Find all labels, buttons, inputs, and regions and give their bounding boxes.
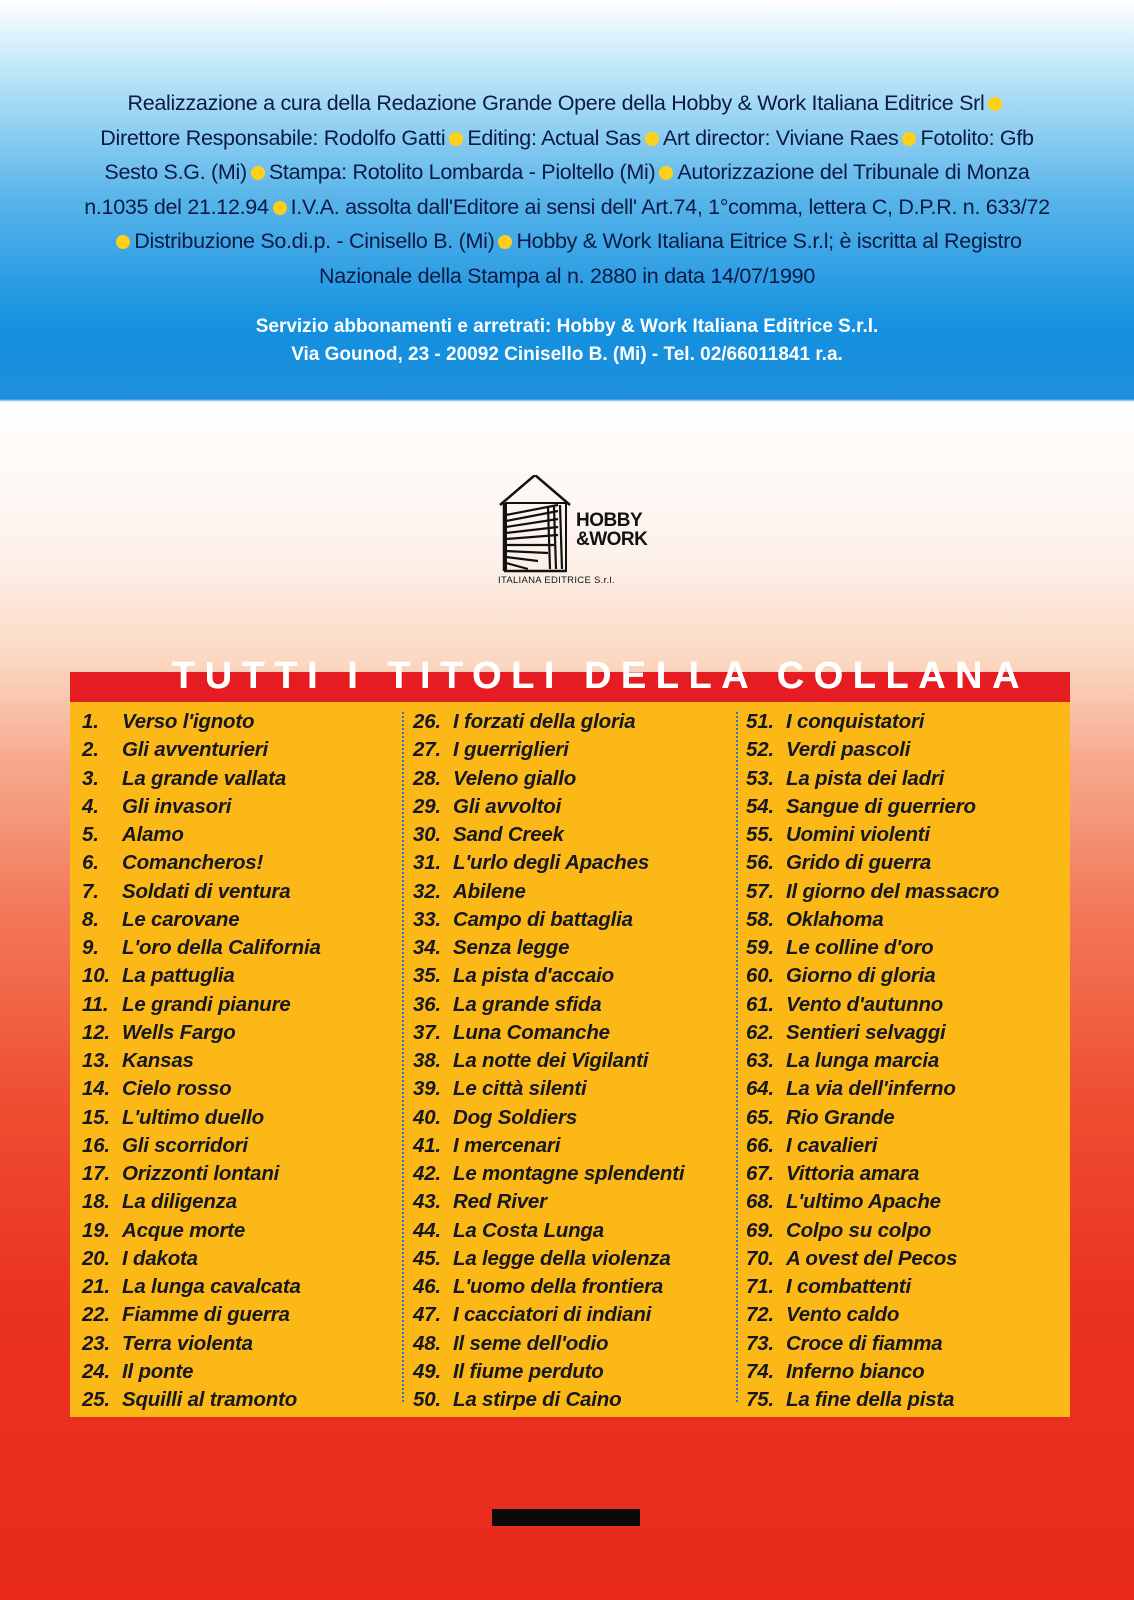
list-item — [413, 1104, 735, 1132]
title-number: 68. — [746, 1190, 774, 1214]
title-number: 47. — [413, 1303, 441, 1327]
list-item — [413, 1075, 735, 1103]
title-number: 71. — [746, 1275, 774, 1298]
list-item — [82, 1047, 404, 1075]
title-name: Le grandi pianure — [122, 992, 291, 1016]
list-item — [413, 1301, 735, 1329]
title-name: La fine della pista — [786, 1388, 955, 1411]
logo-line: &WORK — [576, 529, 648, 550]
title-number: 9. — [82, 936, 99, 959]
title-name: L'ultimo duello — [122, 1105, 264, 1129]
logo-line: HOBBY — [576, 510, 643, 531]
list-item — [413, 1245, 735, 1273]
title-number: 39. — [413, 1077, 441, 1101]
title-name: Croce di fiamma — [786, 1331, 943, 1355]
list-item — [746, 1075, 1068, 1103]
title-number: 38. — [413, 1049, 441, 1072]
title-number: 19. — [82, 1218, 110, 1242]
list-item — [746, 821, 1068, 849]
title-name: Dog Soldiers — [453, 1105, 578, 1129]
title-name: Kansas — [122, 1049, 194, 1072]
title-number: 8. — [82, 907, 99, 931]
list-item — [82, 991, 404, 1019]
title-name: Le colline d'oro — [786, 936, 934, 959]
bullet-dot-icon — [659, 166, 673, 180]
title-number: 2. — [82, 738, 99, 762]
title-name: La lunga marcia — [786, 1049, 940, 1072]
title-name: Il seme dell'odio — [453, 1331, 609, 1355]
list-item — [413, 1358, 735, 1386]
bullet-dot-icon — [273, 201, 287, 215]
title-number: 1. — [82, 710, 99, 733]
title-name: Veleno giallo — [453, 766, 577, 790]
bullet-dot-icon — [449, 132, 463, 146]
bullet-dot-icon — [902, 132, 916, 146]
title-number: 52. — [746, 738, 774, 762]
title-name: La legge della violenza — [453, 1246, 671, 1270]
credit-text: Autorizzazione del Tribunale di Monza n.1035 del 21.12.94 — [84, 160, 1030, 219]
title-number: 23. — [82, 1331, 110, 1355]
title-number: 72. — [746, 1303, 774, 1327]
list-item — [746, 736, 1068, 764]
list-item — [82, 849, 404, 877]
title-number: 44. — [413, 1218, 441, 1242]
title-name: Soldati di ventura — [122, 879, 291, 903]
list-item — [746, 1132, 1068, 1160]
title-number: 17. — [82, 1162, 110, 1185]
title-name: Il ponte — [122, 1359, 194, 1383]
list-item — [82, 1019, 404, 1047]
title-name: A ovest del Pecos — [786, 1246, 958, 1270]
credit-text: Stampa: Rotolito Lombarda - Pioltello (Mi) — [268, 160, 656, 185]
title-name: Le montagne splendenti — [453, 1162, 685, 1185]
list-item — [746, 1047, 1068, 1075]
list-item — [82, 1386, 404, 1414]
title-name: Vittoria amara — [786, 1162, 920, 1185]
list-item — [746, 1160, 1068, 1188]
list-item — [413, 1273, 735, 1301]
bullet-dot-icon — [116, 235, 130, 249]
title-name: Abilene — [453, 879, 526, 903]
list-item — [82, 1075, 404, 1103]
title-number: 58. — [746, 907, 774, 931]
credit-text: Editing: Actual Sas — [467, 125, 641, 150]
title-number: 32. — [413, 879, 441, 903]
credit-text: Distribuzione So.di.p. - Cinisello B. (Mi) — [134, 229, 495, 254]
title-name: L'uomo della frontiera — [453, 1275, 664, 1298]
title-number: 16. — [82, 1133, 110, 1157]
list-item — [82, 1245, 404, 1273]
list-item — [413, 991, 735, 1019]
list-item — [413, 765, 735, 793]
title-number: 5. — [82, 823, 99, 846]
title-name: I cavalieri — [786, 1133, 878, 1157]
title-number: 62. — [746, 1020, 774, 1044]
title-name: Campo di battaglia — [453, 907, 633, 931]
list-item — [413, 1019, 735, 1047]
titles-column-2 — [413, 708, 735, 1411]
title-number: 27. — [413, 738, 441, 762]
credit-text: Direttore Responsabile: Rodolfo Gatti — [100, 125, 446, 150]
title-name: La pattuglia — [122, 964, 235, 988]
list-item — [82, 1104, 404, 1132]
title-number: 7. — [82, 879, 99, 903]
column-divider — [402, 712, 404, 1402]
title-name: Sand Creek — [453, 823, 564, 846]
titles-column-3 — [746, 708, 1068, 1411]
list-item — [82, 1330, 404, 1358]
title-name: Inferno bianco — [786, 1359, 925, 1383]
list-item — [746, 1217, 1068, 1245]
title-number: 63. — [746, 1049, 774, 1072]
title-name: I guerriglieri — [453, 738, 569, 762]
list-item — [82, 934, 404, 962]
title-name: La Costa Lunga — [453, 1218, 604, 1242]
list-item — [746, 991, 1068, 1019]
title-number: 55. — [746, 823, 774, 846]
title-number: 34. — [413, 936, 441, 959]
title-number: 22. — [82, 1303, 110, 1327]
title-number: 11. — [82, 992, 109, 1016]
title-number: 13. — [82, 1049, 110, 1072]
title-name: Gli scorridori — [122, 1133, 248, 1157]
title-name: La pista dei ladri — [786, 766, 945, 790]
list-item — [413, 962, 735, 990]
title-name: Oklahoma — [786, 907, 884, 931]
title-number: 66. — [746, 1133, 774, 1157]
title-number: 41. — [413, 1133, 441, 1157]
list-item — [82, 878, 404, 906]
title-name: I conquistatori — [786, 710, 925, 733]
title-number: 30. — [413, 823, 441, 846]
title-number: 42. — [413, 1162, 441, 1185]
title-number: 60. — [746, 964, 774, 988]
list-item — [82, 1358, 404, 1386]
list-item — [82, 1273, 404, 1301]
list-item — [82, 765, 404, 793]
title-name: Le città silenti — [453, 1077, 587, 1101]
title-name: Sentieri selvaggi — [786, 1020, 946, 1044]
list-item — [746, 1245, 1068, 1273]
title-name: La via dell'inferno — [786, 1077, 956, 1101]
title-number: 20. — [82, 1246, 110, 1270]
title-name: La grande sfida — [453, 992, 602, 1016]
title-number: 33. — [413, 907, 441, 931]
title-number: 31. — [413, 851, 441, 875]
title-number: 54. — [746, 794, 774, 818]
bullet-dot-icon — [498, 235, 512, 249]
list-item — [746, 1104, 1068, 1132]
title-name: L'ultimo Apache — [786, 1190, 941, 1214]
list-item — [82, 821, 404, 849]
list-item — [746, 1330, 1068, 1358]
title-name: Gli invasori — [122, 794, 232, 818]
title-number: 56. — [746, 851, 774, 875]
title-name: Giorno di gloria — [786, 964, 936, 988]
title-number: 48. — [413, 1331, 441, 1355]
title-number: 24. — [82, 1359, 110, 1383]
title-number: 4. — [82, 794, 99, 818]
title-name: Uomini violenti — [786, 823, 930, 846]
list-item — [82, 736, 404, 764]
title-name: Terra violenta — [122, 1331, 253, 1355]
title-name: Fiamme di guerra — [122, 1303, 290, 1327]
banner-heading: TUTTI I TITOLI DELLA COLLANA — [172, 655, 1030, 697]
list-item — [82, 708, 404, 736]
title-name: Luna Comanche — [453, 1020, 610, 1044]
title-name: Orizzonti lontani — [122, 1162, 280, 1185]
list-item — [413, 1160, 735, 1188]
bullet-dot-icon — [988, 97, 1002, 111]
title-name: L'oro della California — [122, 936, 321, 959]
title-number: 15. — [82, 1105, 110, 1129]
list-item — [82, 1217, 404, 1245]
title-name: La lunga cavalcata — [122, 1275, 301, 1298]
logo-wordmark — [576, 511, 647, 549]
title-number: 46. — [413, 1275, 441, 1298]
title-number: 59. — [746, 936, 774, 959]
title-name: La notte dei Vigilanti — [453, 1049, 649, 1072]
list-item — [82, 1160, 404, 1188]
service-address: Via Gounod, 23 - 20092 Cinisello B. (Mi) - Tel. 02/66011841 r.a. — [291, 344, 843, 365]
title-name: Alamo — [122, 823, 184, 846]
list-item — [82, 1188, 404, 1216]
column-divider — [736, 712, 738, 1402]
title-number: 10. — [82, 964, 110, 988]
house-logo-icon — [498, 475, 578, 575]
title-name: I combattenti — [786, 1275, 911, 1298]
title-number: 45. — [413, 1246, 441, 1270]
title-name: Il giorno del massacro — [786, 879, 1000, 903]
title-name: Red River — [453, 1190, 547, 1214]
bullet-dot-icon — [645, 132, 659, 146]
list-item — [413, 1386, 735, 1414]
title-name: Verso l'ignoto — [122, 710, 255, 733]
editorial-credits — [80, 86, 1054, 294]
list-item — [746, 1386, 1068, 1414]
title-name: Le carovane — [122, 907, 240, 931]
title-number: 3. — [82, 766, 99, 790]
list-item — [82, 1132, 404, 1160]
list-item — [413, 821, 735, 849]
title-name: I dakota — [122, 1246, 198, 1270]
title-name: I cacciatori di indiani — [453, 1303, 652, 1327]
title-number: 69. — [746, 1218, 774, 1242]
title-name: Rio Grande — [786, 1105, 895, 1129]
list-item — [413, 878, 735, 906]
publisher-logo — [498, 475, 658, 590]
title-name: Vento d'autunno — [786, 992, 944, 1016]
title-name: La grande vallata — [122, 766, 287, 790]
title-name: Comancheros! — [122, 851, 264, 875]
list-item — [82, 793, 404, 821]
title-number: 26. — [413, 710, 441, 733]
title-number: 29. — [413, 794, 441, 818]
list-item — [413, 934, 735, 962]
title-name: I forzati della gloria — [453, 710, 636, 733]
title-number: 65. — [746, 1105, 774, 1129]
list-item — [746, 793, 1068, 821]
service-line: Servizio abbonamenti e arretrati: Hobby & Work Italiana Editrice S.r.l. — [255, 316, 879, 337]
title-name: Colpo su colpo — [786, 1218, 932, 1242]
title-number: 74. — [746, 1359, 774, 1383]
title-name: La diligenza — [122, 1190, 237, 1214]
list-item — [82, 962, 404, 990]
title-name: Acque morte — [122, 1218, 246, 1242]
title-name: Cielo rosso — [122, 1077, 232, 1101]
list-item — [413, 1188, 735, 1216]
title-number: 70. — [746, 1246, 774, 1270]
list-item — [413, 849, 735, 877]
list-item — [746, 1019, 1068, 1047]
list-item — [746, 906, 1068, 934]
title-number: 73. — [746, 1331, 774, 1355]
credit-text: Fotolito: Gfb Sesto S.G. (Mi) — [104, 125, 1034, 185]
list-item — [746, 1273, 1068, 1301]
title-name: L'urlo degli Apaches — [453, 851, 650, 875]
credit-text: Art director: Viviane Raes — [662, 125, 899, 150]
title-name: Gli avventurieri — [122, 738, 269, 762]
title-number: 6. — [82, 851, 99, 875]
title-number: 51. — [746, 710, 774, 733]
list-item — [746, 962, 1068, 990]
title-number: 37. — [413, 1020, 441, 1044]
list-item — [82, 906, 404, 934]
title-number: 67. — [746, 1162, 774, 1185]
title-number: 12. — [82, 1020, 110, 1044]
title-number: 28. — [413, 766, 441, 790]
title-number: 18. — [82, 1190, 110, 1214]
titles-list — [70, 702, 1070, 1417]
title-name: Senza legge — [453, 936, 570, 959]
list-item — [413, 1330, 735, 1358]
list-item — [413, 736, 735, 764]
title-number: 14. — [82, 1077, 110, 1101]
title-number: 49. — [413, 1359, 441, 1383]
title-name: Vento caldo — [786, 1303, 900, 1327]
title-name: Grido di guerra — [786, 851, 932, 875]
credit-text: I.V.A. assolta dall'Editore ai sensi dell' Art.74, 1°comma, lettera C, D.P.R. n. 633/72 — [290, 194, 1050, 219]
list-item — [746, 878, 1068, 906]
title-number: 36. — [413, 992, 441, 1016]
list-item — [746, 765, 1068, 793]
list-item — [413, 1217, 735, 1245]
title-name: La pista d'accaio — [453, 964, 614, 988]
title-number: 35. — [413, 964, 441, 988]
list-item — [413, 1132, 735, 1160]
title-number: 64. — [746, 1077, 774, 1101]
title-name: Il fiume perduto — [453, 1359, 604, 1383]
title-number: 57. — [746, 879, 774, 903]
title-number: 50. — [413, 1388, 441, 1411]
title-name: Wells Fargo — [122, 1020, 236, 1044]
list-item — [746, 934, 1068, 962]
list-item — [746, 849, 1068, 877]
title-name: La stirpe di Caino — [453, 1388, 622, 1411]
list-item — [413, 793, 735, 821]
title-number: 53. — [746, 766, 774, 790]
logo-subtitle: ITALIANA EDITRICE S.r.l. — [498, 575, 615, 586]
title-name: Gli avvoltoi — [453, 794, 562, 818]
bottom-bar — [492, 1509, 640, 1526]
title-name: I mercenari — [453, 1133, 561, 1157]
list-item — [413, 906, 735, 934]
list-item — [82, 1301, 404, 1329]
title-name: Squilli al tramonto — [122, 1388, 298, 1411]
list-item — [746, 1301, 1068, 1329]
title-number: 21. — [82, 1275, 110, 1298]
title-name: Sangue di guerriero — [786, 794, 976, 818]
subscription-service — [120, 313, 1014, 369]
credit-text: Hobby & Work Italiana Eitrice S.r.l; è iscritta al Registro Nazionale della Stampa al n. 2880 in data 14/07/1990 — [318, 229, 1022, 288]
title-number: 40. — [413, 1105, 441, 1129]
title-number: 61. — [746, 992, 774, 1016]
title-number: 25. — [82, 1388, 110, 1411]
list-item — [413, 708, 735, 736]
title-number: 43. — [413, 1190, 441, 1214]
list-item — [746, 1188, 1068, 1216]
list-item — [413, 1047, 735, 1075]
list-item — [746, 1358, 1068, 1386]
titles-column-1 — [82, 708, 404, 1411]
title-number: 75. — [746, 1388, 774, 1411]
list-item — [746, 708, 1068, 736]
title-name: Verdi pascoli — [786, 738, 911, 762]
bullet-dot-icon — [251, 166, 265, 180]
credit-text: Realizzazione a cura della Redazione Grande Opere della Hobby & Work Italiana Editrice Srl — [127, 91, 985, 115]
